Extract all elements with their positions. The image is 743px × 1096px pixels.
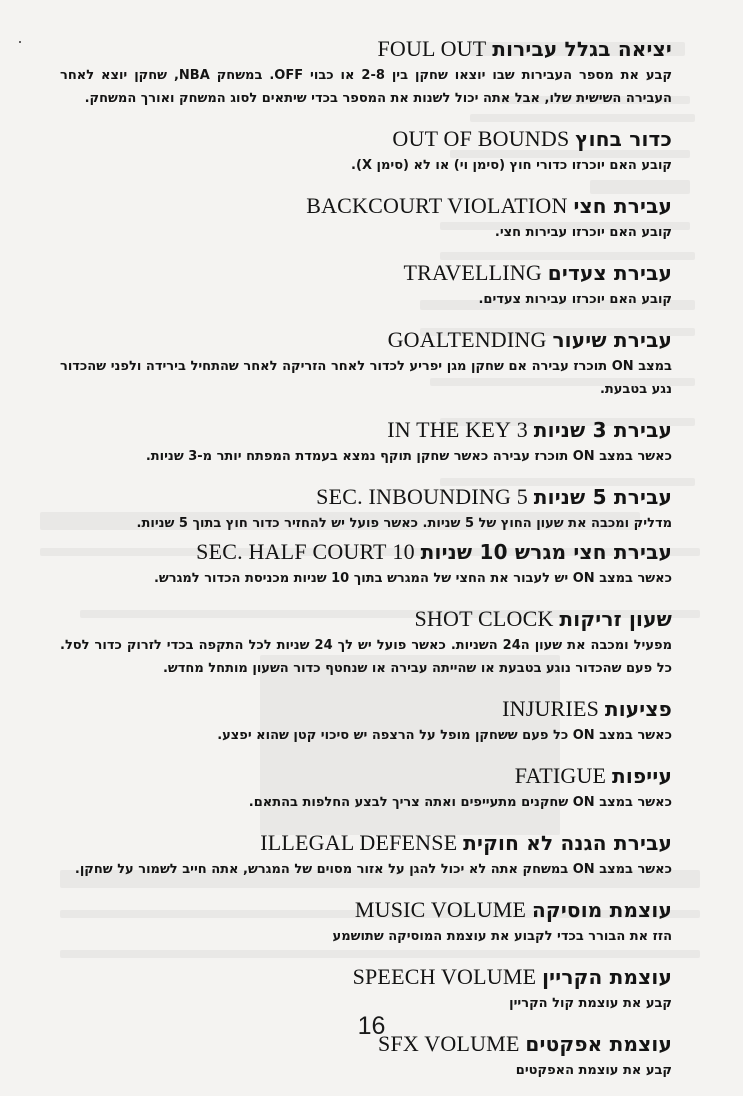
heading-english: 10 SEC. HALF COURT: [196, 539, 415, 564]
section-3-in-the-key: [60, 415, 672, 468]
section-description: קבע את עוצמת האפקטים: [515, 1063, 672, 1078]
section-heading: [60, 828, 672, 858]
section-description: קבע את מספר העבירות שבו יוצאו שחקן בין 2-8 או כבוי OFF. במשחק NBA, שחקן יוצא לאחר העבירה השישית שלו, אבל אתה יכול לשנות את המספר בכדי שיתאים לסוג המשחק ואורך המשחק.: [60, 68, 673, 106]
section-description: כאשר במצב ON במשחק אתה לא יכול להגן על אזור מסוים של המגרש, אתה חייב לשמור על שחקן.: [74, 862, 672, 877]
section-backcourt-violation: [60, 191, 672, 244]
section-heading: [60, 761, 672, 791]
section-goaltending: [60, 325, 672, 401]
section-description: כאשר במצב ON תוכרז עבירה כאשר שחקן תוקף נמצא בעמדת המפתח יותר מ-3 שניות.: [145, 449, 672, 464]
section-heading: [60, 604, 672, 634]
heading-hebrew: עבירת חצי מגרש 10 שניות: [420, 540, 672, 564]
section-heading: [60, 537, 672, 567]
section-injuries: [60, 694, 672, 747]
section-description: קובע האם יוכרזו עבירות צעדים.: [478, 292, 672, 307]
section-description: מפעיל ומכבה את שעון ה24 השניות. כאשר פועל יש לך 24 שניות לכל התקפה בכדי לזרוק כדור לסל. כל פעם שהכדור נוגע בטבעת או שהייתה עבירה או שנחטף כדור השעון מותחל מחדש.: [60, 638, 672, 676]
heading-hebrew: עבירת חצי: [573, 194, 672, 218]
heading-english: INJURIES: [502, 696, 600, 721]
heading-hebrew: יציאה בגלל עבירות: [492, 37, 672, 61]
section-heading: [60, 482, 672, 512]
heading-hebrew: פציעות: [604, 697, 672, 721]
heading-english: MUSIC VOLUME: [354, 897, 527, 922]
heading-hebrew: עבירת הגנה לא חוקית: [463, 831, 672, 855]
section-description: כאשר במצב ON יש לעבור את החצי של המגרש בתוך 10 שניות מכניסת הכדור למגרש.: [153, 571, 672, 586]
heading-english: ILLEGAL DEFENSE: [260, 830, 458, 855]
section-illegal-defense: [60, 828, 672, 881]
page-number: 16: [357, 1012, 386, 1040]
section-description: קובע האם יוכרזו עבירות חצי.: [494, 225, 672, 240]
section-heading: [60, 258, 672, 288]
section-description: כאשר במצב ON שחקנים מתעייפים ואתה צריך לבצע החלפות בהתאם.: [248, 795, 672, 810]
heading-english: FATIGUE: [514, 763, 607, 788]
section-travelling: [60, 258, 672, 311]
heading-hebrew: כדור בחוץ: [575, 127, 672, 151]
heading-hebrew: עבירת צעדים: [547, 261, 672, 285]
heading-english: BACKCOURT VIOLATION: [306, 193, 568, 218]
heading-hebrew: עוצמת מוסיקה: [531, 898, 672, 922]
section-shot-clock: [60, 604, 672, 680]
section-heading: [60, 34, 672, 64]
section-description: קבע את עוצמת קול הקריין: [509, 996, 672, 1011]
heading-hebrew: שעון זריקות: [559, 607, 672, 631]
heading-english: GOALTENDING: [387, 327, 547, 352]
heading-english: FOUL OUT: [377, 36, 487, 61]
heading-hebrew: עוצמת הקריין: [542, 965, 672, 989]
section-description: במצב ON תוכרז עבירה אם שחקן מגן יפריע לכדור לאחר הזריקה לאחר שהתחיל בירידה ולפני שהכדור נגע בטבעת.: [60, 359, 672, 397]
heading-english: SHOT CLOCK: [414, 606, 554, 631]
heading-english: 3 IN THE KEY: [387, 417, 528, 442]
section-heading: [60, 895, 672, 925]
heading-hebrew: עבירת שיעור: [552, 328, 672, 352]
section-music-volume: [60, 895, 672, 948]
heading-english: TRAVELLING: [403, 260, 542, 285]
section-foul-out: [60, 34, 672, 110]
section-description: הזז את הבורר בכדי לקבוע את עוצמת המוסיקה שתושמע: [332, 929, 672, 944]
section-heading: [60, 325, 672, 355]
document-page: [60, 34, 672, 1096]
section-heading: [60, 962, 672, 992]
section-heading: [60, 124, 672, 154]
section-10-sec-half-court: [60, 537, 672, 590]
section-fatigue: [60, 761, 672, 814]
section-description: כאשר במצב ON כל פעם ששחקן מופל על הרצפה יש סיכוי קטן שהוא יפצע.: [217, 728, 672, 743]
section-5-sec-inbounding: [60, 482, 672, 535]
heading-hebrew: עבירת 3 שניות: [533, 418, 672, 442]
section-heading: [60, 191, 672, 221]
heading-english: SPEECH VOLUME: [352, 964, 537, 989]
section-heading: [60, 415, 672, 445]
section-description: מדליק ומכבה את שעון החוץ של 5 שניות. כאשר פועל יש להחזיר כדור חוץ בתוך 5 שניות.: [136, 516, 672, 531]
heading-hebrew: עבירת 5 שניות: [533, 485, 672, 509]
section-speech-volume: [60, 962, 672, 1015]
heading-hebrew: עוצמת אפקטים: [525, 1032, 672, 1056]
section-heading: [60, 694, 672, 724]
section-out-of-bounds: [60, 124, 672, 177]
heading-english: 5 SEC. INBOUNDING: [316, 484, 528, 509]
section-description: קובע האם יוכרזו כדורי חוץ (סימן וי) או לא (סימן X).: [351, 158, 672, 173]
heading-english: SFX VOLUME: [378, 1031, 520, 1056]
scan-speck: [19, 41, 21, 43]
heading-english: OUT OF BOUNDS: [392, 126, 570, 151]
heading-hebrew: עייפות: [612, 764, 672, 788]
